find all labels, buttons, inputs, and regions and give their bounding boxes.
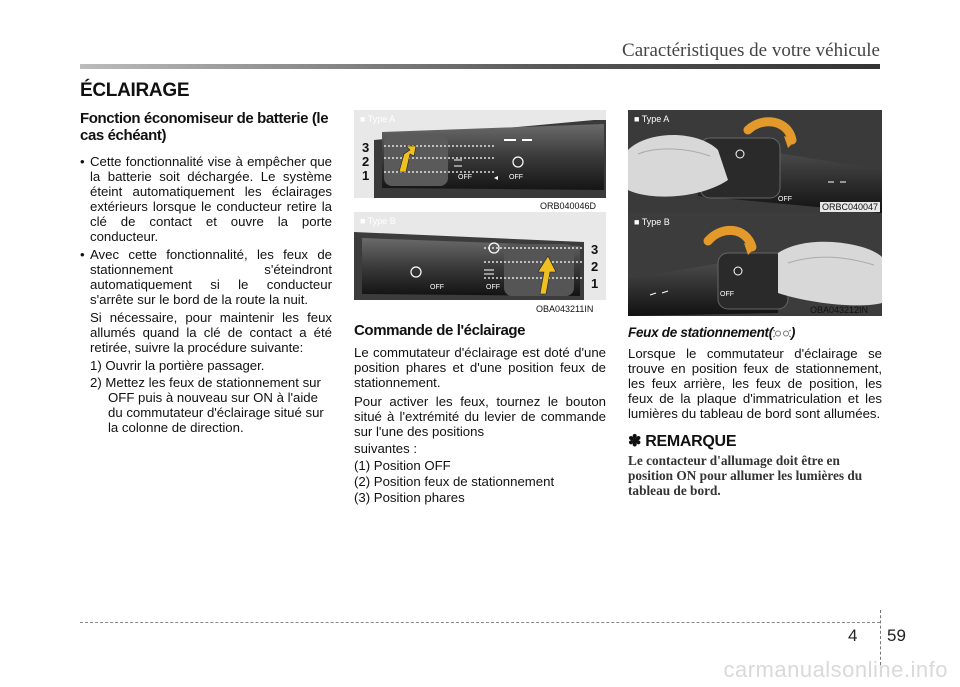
bullet-paragraph: Si nécessaire, pour maintenir les feux allumés quand la clé de contact a été retirée, suivre la procédure suivante:	[90, 310, 332, 355]
figure-lever-type-a	[354, 110, 606, 198]
position-number-3: 3	[362, 140, 370, 155]
off-label: OFF	[458, 174, 472, 181]
bullet-item	[80, 154, 332, 244]
position-number-1: 1	[362, 168, 370, 183]
paragraph: Le commutateur d'éclairage est doté d'une position phares et d'une position feux de stationnement.	[354, 345, 606, 390]
note-text: Le contacteur d'allumage doit être en position ON pour allumer les lumières du tableau de bord.	[628, 453, 863, 498]
note-title: ✽ REMARQUE	[628, 433, 737, 450]
bullet-text: Cette fonctionnalité vise à empêcher que la batterie soit déchargée. Le système éteint automatiquement les éclairages extérieurs lorsque le conducteur retire la clé de contact et ouvre la porte conducteur.	[90, 154, 332, 244]
position-number-2: 2	[591, 259, 599, 274]
header-rule	[80, 64, 880, 69]
paragraph: suivantes :	[354, 441, 418, 456]
parking-lights-title	[628, 325, 882, 340]
figure-lever-type-b	[354, 212, 606, 300]
footer-rule	[80, 622, 880, 623]
bullet-text: Avec cette fonctionnalité, les feux de stationnement s'éteindront automatiquement si le conducteur s'arrête sur le bord de la route la nuit.	[90, 247, 332, 307]
left-column	[80, 110, 332, 438]
figure-label: ■ Type B	[634, 217, 670, 227]
step-item: 2) Mettez les feux de stationnement sur OFF puis à nouveau sur ON à l'aide du commutateur d'éclairage situé sur la colonne de direction.	[90, 375, 324, 435]
figure-code: OBA043212IN	[810, 305, 869, 315]
light-control-title: Commande de l'éclairage	[354, 322, 526, 339]
paragraph: Pour activer les feux, tournez le bouton situé à l'extrémité du levier de commande sur l'une des positions	[354, 394, 606, 439]
hand-lever-illustration	[628, 110, 882, 213]
procedure-steps	[90, 358, 332, 435]
light-control-body	[354, 345, 606, 505]
parking-lights-body	[628, 346, 882, 421]
off-label: OFF	[778, 196, 792, 203]
position-item: (2) Position feux de stationnement	[354, 474, 555, 489]
figure-code: ORBC040047	[821, 202, 878, 212]
parking-lights-title-close: )	[790, 325, 796, 340]
off-label: OFF	[486, 284, 500, 291]
step-item: 1) Ouvrir la portière passager.	[90, 358, 265, 373]
figure-hand-type-b	[628, 213, 882, 316]
battery-saver-list	[80, 154, 332, 435]
figure-label: ■ Type A	[360, 114, 396, 124]
figure-label: ■ Type B	[360, 216, 396, 226]
running-header: Caractéristiques de votre véhicule	[622, 40, 880, 61]
position-number-2: 2	[362, 154, 370, 169]
middle-column	[354, 322, 606, 505]
position-number-1: 1	[591, 276, 599, 291]
parking-light-icon	[773, 328, 791, 339]
watermark: carmanualsonline.info	[723, 657, 948, 682]
position-number-3: 3	[591, 242, 599, 257]
paragraph: Lorsque le commutateur d'éclairage se trouve en position feux de stationnement, les feux arrière, les feux de position, les feux de la plaque d'immatriculation et les lumières du tableau de bord sont allumées.	[628, 346, 882, 421]
figure-code: ORB040046D	[540, 201, 597, 211]
off-label: OFF	[509, 174, 523, 181]
position-item: (1) Position OFF	[354, 458, 451, 473]
off-label: OFF	[430, 284, 444, 291]
chapter-number: 4	[848, 626, 858, 645]
figure-label: ■ Type A	[634, 114, 670, 124]
parking-lights-title-text: Feux de stationnement(	[628, 325, 773, 340]
off-label: OFF	[720, 291, 734, 298]
section-title: ÉCLAIRAGE	[80, 80, 190, 101]
position-item: (3) Position phares	[354, 490, 465, 505]
hand-lever-illustration	[628, 213, 882, 316]
figure-code: OBA043211IN	[536, 304, 594, 314]
figure-hand-type-a	[628, 110, 882, 213]
page-number: 59	[887, 626, 906, 645]
battery-saver-title: Fonction économiseur de batterie (le cas échéant)	[80, 110, 329, 144]
right-column	[628, 325, 882, 498]
bullet-item	[80, 247, 332, 435]
